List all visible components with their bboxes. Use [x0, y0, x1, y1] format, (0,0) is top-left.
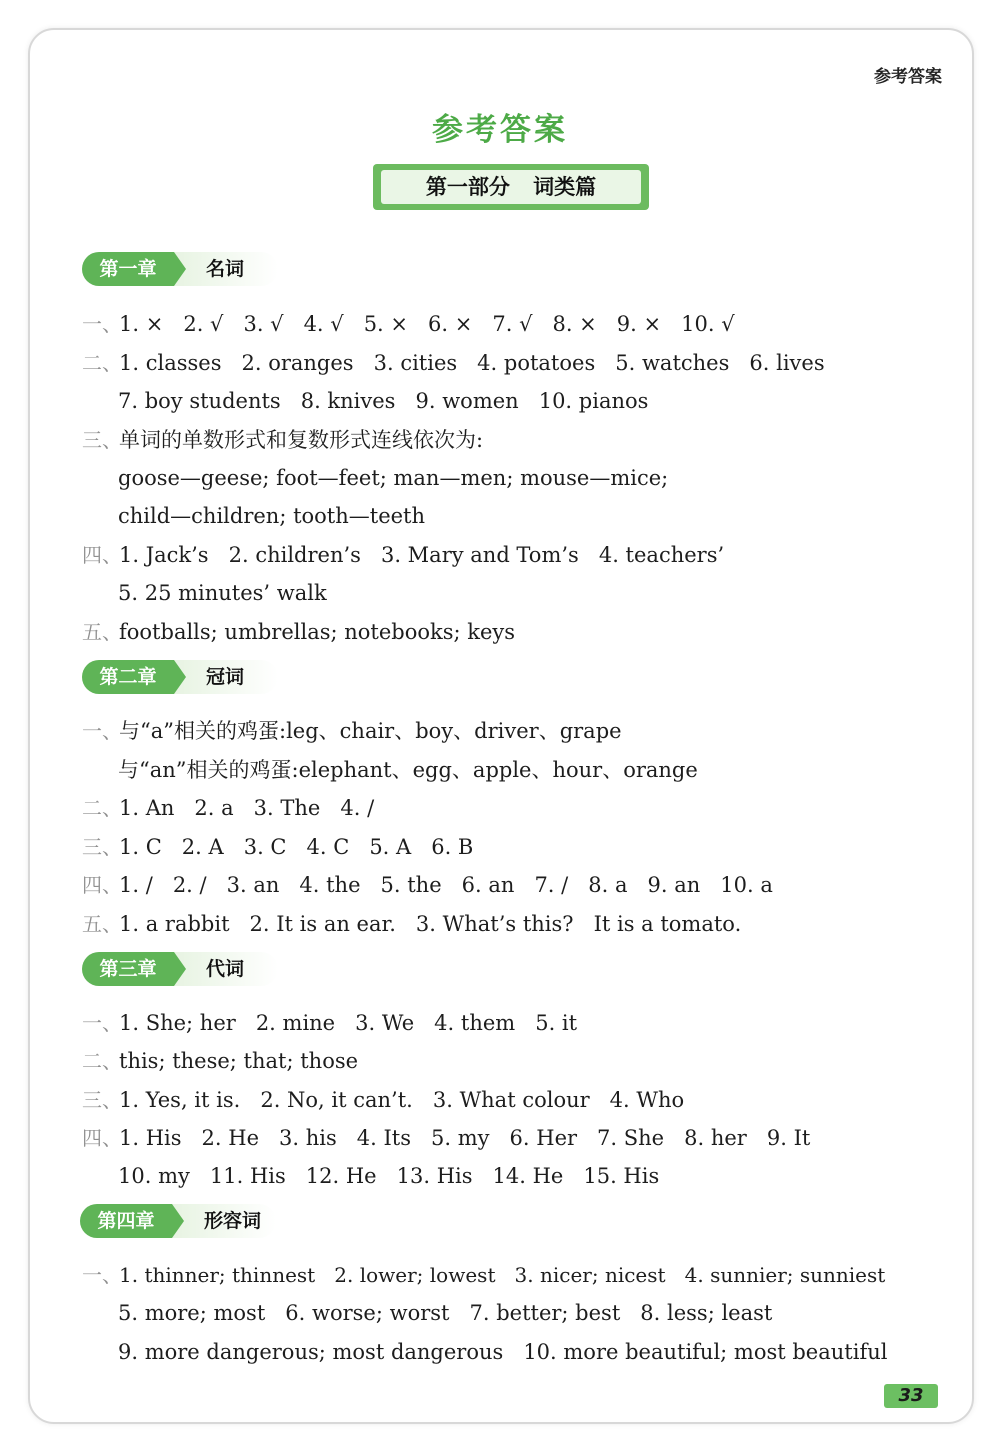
chapter-heading [82, 952, 282, 986]
header-label: 参考答案 [874, 67, 942, 87]
chapter-tag: 第二章 [82, 660, 174, 694]
answer-line: 9. more dangerous; most dangerous 10. more beautiful; most beautiful [118, 1340, 888, 1364]
answer-line: 二、1. An 2. a 3. The 4. / [82, 796, 375, 820]
chapter-heading [82, 252, 282, 286]
chapter-heading [82, 660, 282, 694]
answer-line: 二、1. classes 2. oranges 3. cities 4. potatoes 5. watches 6. lives [82, 351, 825, 375]
answer-line: 三、1. Yes, it is. 2. No, it can’t. 3. What colour 4. Who [82, 1088, 685, 1112]
answer-line: child—children; tooth—teeth [118, 504, 426, 528]
answer-line: goose—geese; foot—feet; man—men; mouse—mice; [118, 466, 669, 490]
answer-line: 四、1. Jack’s 2. children’s 3. Mary and Tom’s 4. teachers’ [82, 543, 725, 567]
answer-line: 5. more; most 6. worse; worst 7. better; best 8. less; least [118, 1301, 773, 1325]
answer-line: 五、footballs; umbrellas; notebooks; keys [82, 620, 516, 644]
answer-line: 五、1. a rabbit 2. It is an ear. 3. What’s this? It is a tomato. [82, 912, 742, 936]
chapter-name: 冠词 [206, 666, 245, 688]
chapter-tag: 第三章 [82, 952, 174, 986]
chapter-heading [80, 1204, 280, 1238]
chapter-name: 名词 [206, 258, 245, 280]
answer-line: 与“an”相关的鸡蛋:elephant、egg、apple、hour、orange [118, 758, 698, 782]
answer-line: 一、1. She; her 2. mine 3. We 4. them 5. it [82, 1011, 578, 1035]
chapter-tag: 第四章 [80, 1204, 172, 1238]
answer-line: 四、1. / 2. / 3. an 4. the 5. the 6. an 7. / 8. a 9. an 10. a [82, 873, 773, 897]
part-title: 第一部分 词类篇 [381, 170, 641, 204]
answer-line: 5. 25 minutes’ walk [118, 581, 327, 605]
answer-line: 一、与“a”相关的鸡蛋:leg、chair、boy、driver、grape [82, 719, 622, 743]
answer-line: 一、1. × 2. √ 3. √ 4. √ 5. × 6. × 7. √ 8. × 9. × 10. √ [82, 312, 735, 336]
answer-line: 二、this; these; that; those [82, 1049, 359, 1073]
answer-line: 10. my 11. His 12. He 13. His 14. He 15. His [118, 1164, 660, 1188]
answer-line: 四、1. His 2. He 3. his 4. Its 5. my 6. Her 7. She 8. her 9. It [82, 1126, 811, 1150]
chapter-tag: 第一章 [82, 252, 174, 286]
answer-line: 三、1. C 2. A 3. C 4. C 5. A 6. B [82, 835, 474, 859]
page-number: 33 [884, 1384, 938, 1408]
page-title: 参考答案 [432, 112, 568, 148]
chapter-name: 代词 [206, 958, 245, 980]
answer-line: 三、单词的单数形式和复数形式连线依次为: [82, 428, 484, 452]
answer-line: 7. boy students 8. knives 9. women 10. pianos [118, 389, 649, 413]
part-banner [373, 164, 649, 210]
answer-line: 一、1. thinner; thinnest 2. lower; lowest 3. nicer; nicest 4. sunnier; sunniest [82, 1263, 886, 1287]
chapter-name: 形容词 [204, 1210, 262, 1232]
